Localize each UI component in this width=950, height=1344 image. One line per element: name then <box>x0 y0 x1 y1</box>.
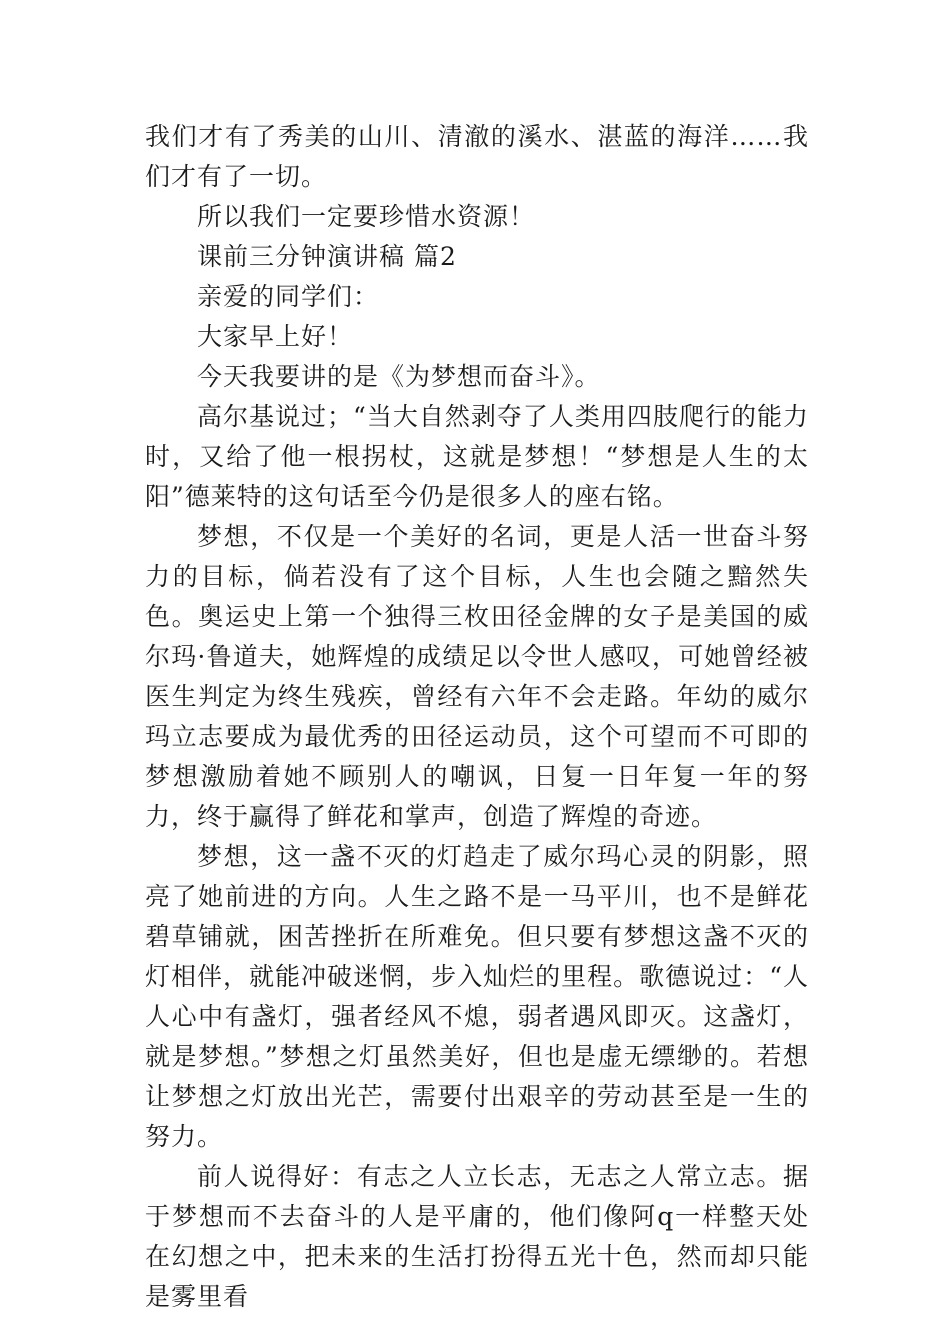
paragraph-quote-gorky: 高尔基说过；“当大自然剥夺了人类用四肢爬行的能力时，又给了他一根拐杖，这就是梦想！“梦想是人生的太阳”德莱特的这句话至今仍是很多人的座右铭。 <box>145 402 809 511</box>
paragraph-salutation: 亲爱的同学们： <box>197 282 380 311</box>
paragraph-conclusion: 所以我们一定要珍惜水资源！ <box>197 202 536 231</box>
paragraph-continuation: 我们才有了秀美的山川、清澈的溪水、湛蓝的海洋……我们才有了一切。 <box>145 122 809 191</box>
paragraph-lamp: 梦想，这一盏不灭的灯趋走了威尔玛心灵的阴影，照亮了她前进的方向。人生之路不是一马平川，也不是鲜花碧草铺就，困苦挫折在所难免。但只要有梦想这盏不灭的灯相伴，就能冲破迷惘，步入灿烂的里程。歌德说过：“人人心中有盏灯，强者经风不熄，弱者遇风即灭。这盏灯，就是梦想。”梦想之灯虽然美好，但也是虚无缥缈的。若想让梦想之灯放出光芒，需要付出艰辛的劳动甚至是一生的努力。 <box>145 842 809 1151</box>
paragraph-greeting: 大家早上好！ <box>197 322 354 351</box>
paragraph-topic: 今天我要讲的是《为梦想而奋斗》。 <box>197 362 601 391</box>
document-body <box>145 117 809 1317</box>
section-heading: 课前三分钟演讲稿 篇2 <box>197 242 457 271</box>
paragraph-ambition: 前人说得好：有志之人立长志，无志之人常立志。据于梦想而不去奋斗的人是平庸的，他们像阿q一样整天处在幻想之中，把未来的生活打扮得五光十色，然而却只能是雾里看 <box>145 1162 809 1311</box>
paragraph-wilma: 梦想，不仅是一个美好的名词，更是人活一世奋斗努力的目标，倘若没有了这个目标，人生也会随之黯然失色。奥运史上第一个独得三枚田径金牌的女子是美国的威尔玛·鲁道夫，她辉煌的成绩足以令世人感叹，可她曾经被医生判定为终生残疾，曾经有六年不会走路。年幼的威尔玛立志要成为最优秀的田径运动员，这个可望而不可即的梦想激励着她不顾别人的嘲讽，日复一日年复一年的努力，终于赢得了鲜花和掌声，创造了辉煌的奇迹。 <box>145 522 809 831</box>
